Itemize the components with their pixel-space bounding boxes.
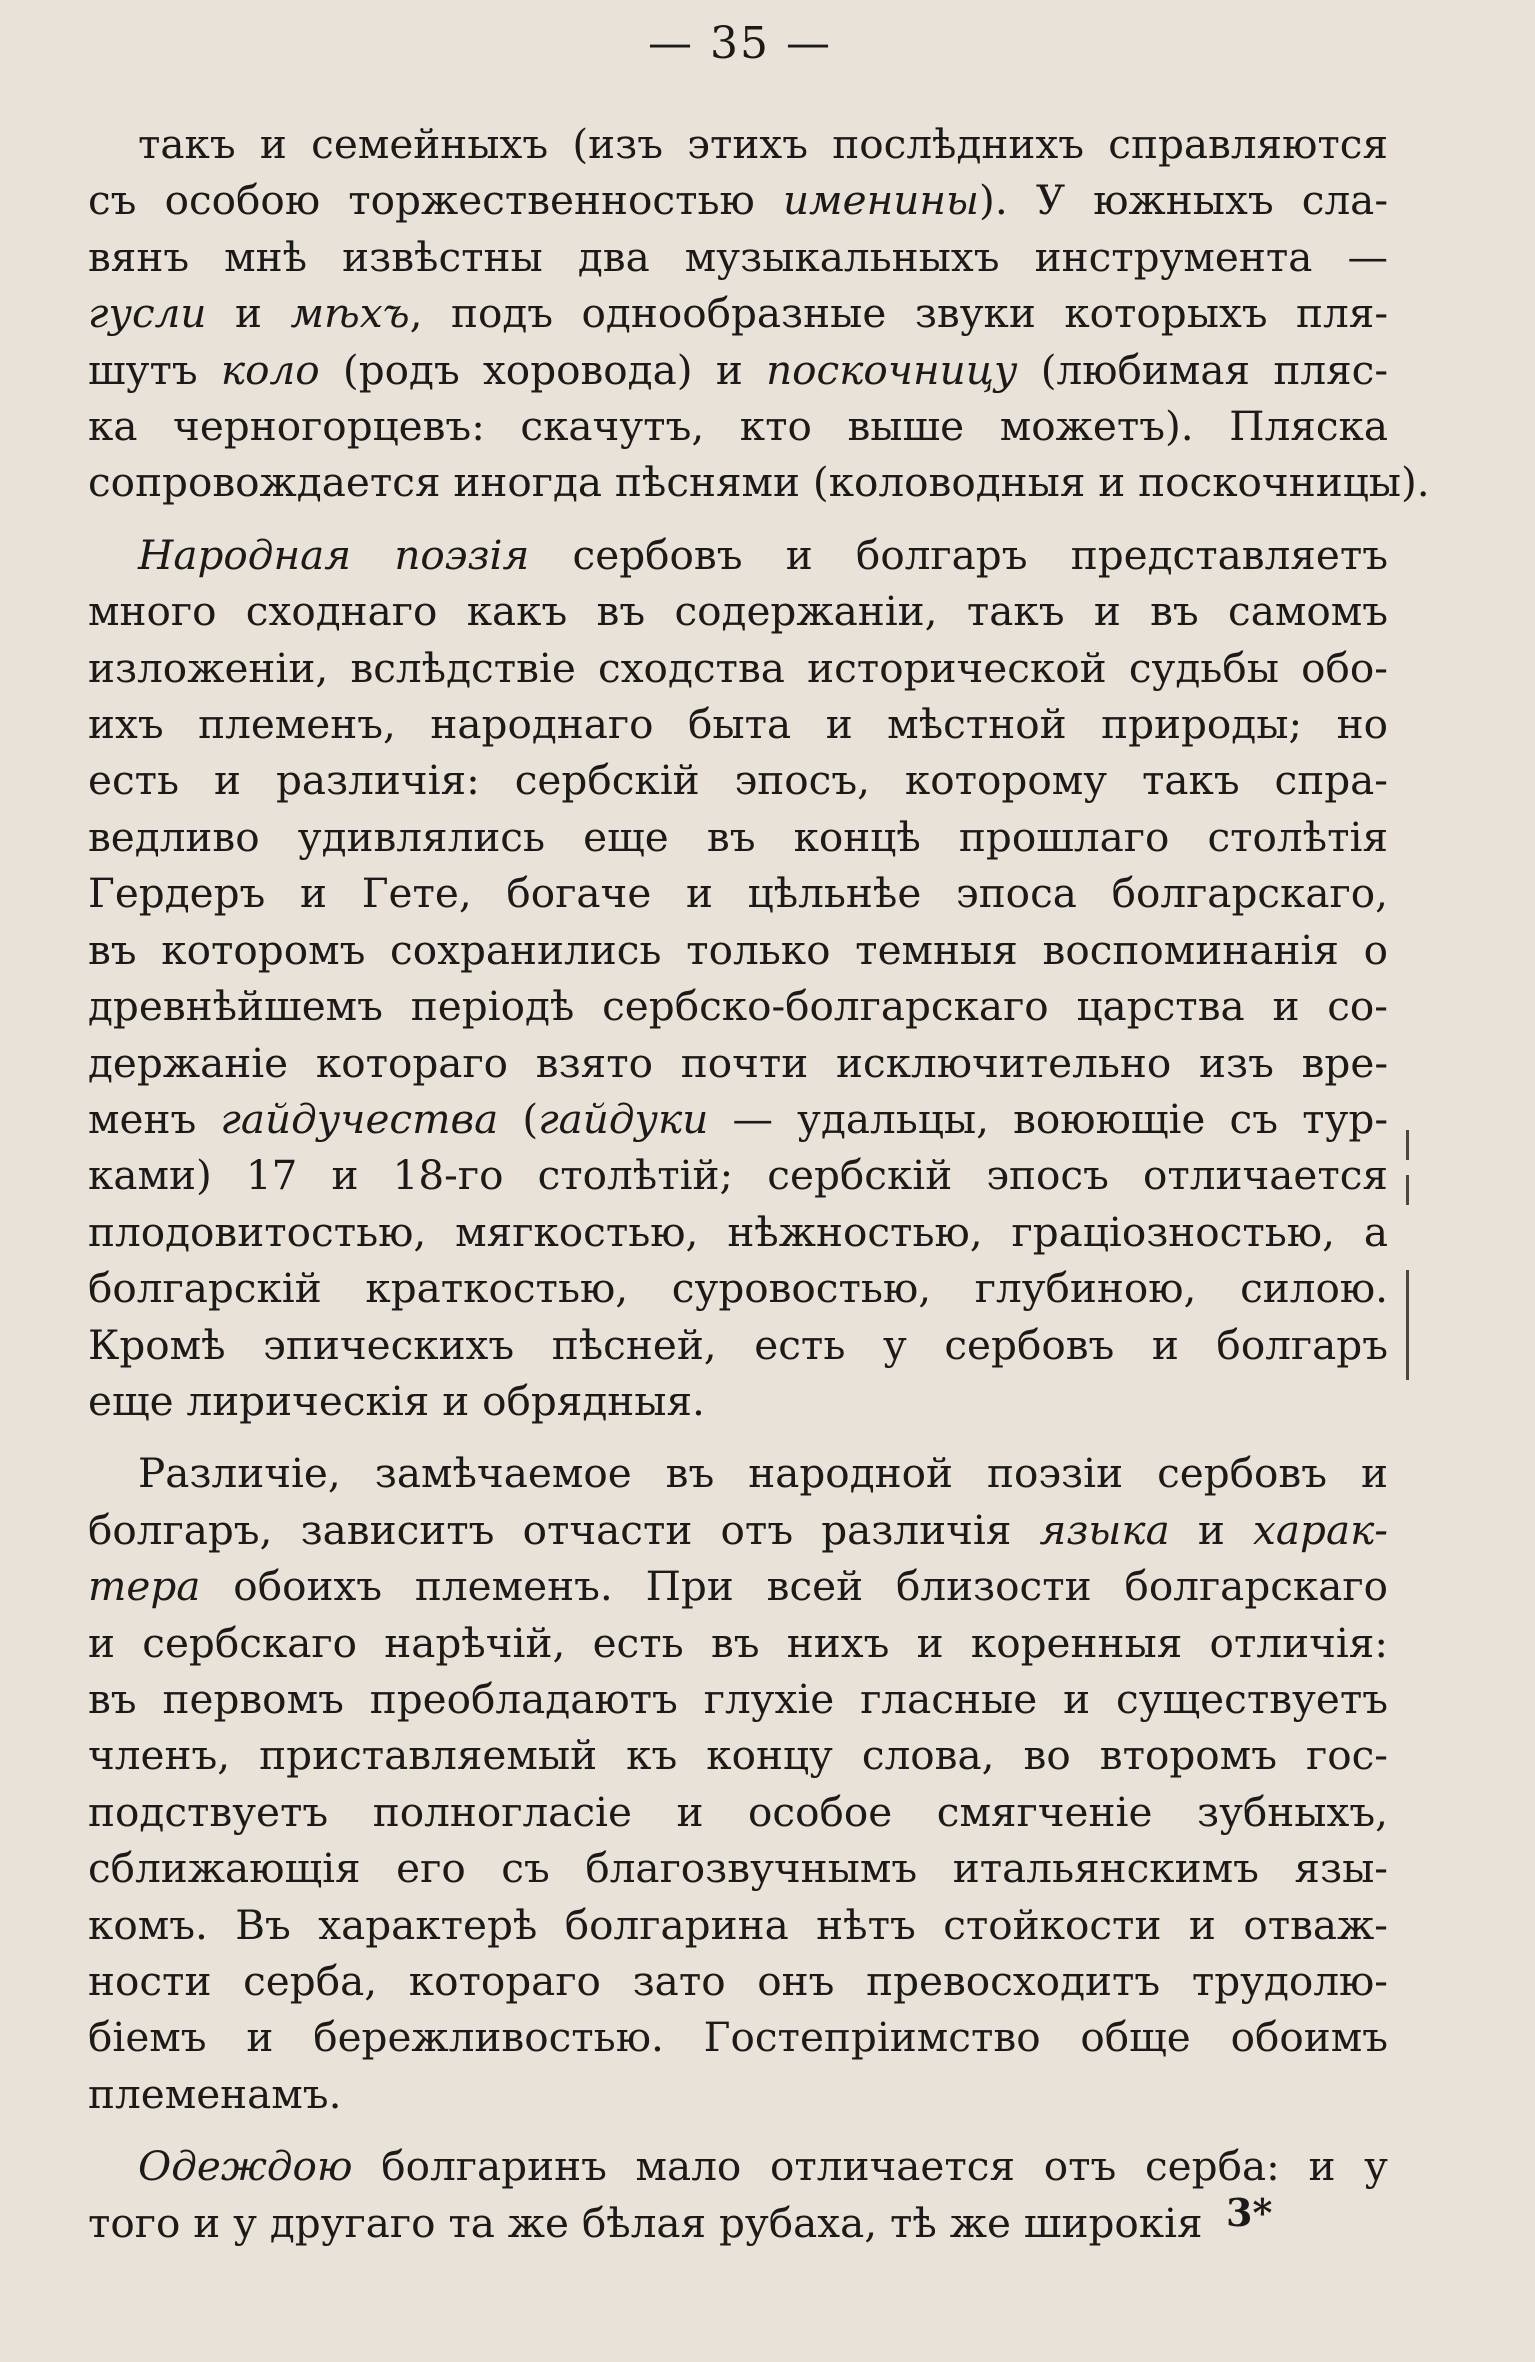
- text-segment: племенамъ.: [88, 2069, 342, 2118]
- text-segment: ками) 17 и 18-го столѣтій; сербскій эпосъ отличается: [88, 1151, 1388, 1200]
- text-line: [88, 865, 1388, 921]
- signature-mark: 3*: [1226, 2190, 1273, 2235]
- text-segment: подствуетъ полногласіе и особое смягченіе зубныхъ,: [88, 1787, 1388, 1836]
- text-line: [88, 2066, 1388, 2122]
- text-line: [88, 1727, 1388, 1783]
- text-segment: въ которомъ сохранились только темныя воспоминанія о: [88, 925, 1388, 974]
- italic-term: Народная поэзія: [138, 530, 530, 579]
- text-segment: біемъ и бережливостью. Гостепріимство обще обоимъ: [88, 2013, 1388, 2062]
- text-segment: вянъ мнѣ извѣстны два музыкальныхъ инструмента —: [88, 232, 1388, 281]
- body-text: [88, 116, 1430, 2251]
- text-segment: держаніе котораго взято почти исключительно изъ вре-: [88, 1038, 1388, 1087]
- text-line: [88, 922, 1388, 978]
- text-line: [88, 1035, 1388, 1091]
- text-segment: (любимая пляс-: [1017, 345, 1388, 394]
- text-segment: комъ. Въ характерѣ болгарина нѣтъ стойкости и отваж-: [88, 1900, 1388, 1949]
- text-line: [88, 285, 1388, 341]
- text-segment: ихъ племенъ, народнаго быта и мѣстной природы; но: [88, 700, 1388, 749]
- text-line: [88, 978, 1388, 1034]
- text-segment: , подъ однообразные звуки которыхъ пля-: [409, 289, 1389, 338]
- text-line: [88, 172, 1388, 228]
- text-segment: сербовъ и болгаръ представляетъ: [529, 530, 1388, 579]
- text-line: [88, 1260, 1388, 1316]
- paragraph-gap: [88, 1429, 1388, 1445]
- text-segment: такъ и семейныхъ (изъ этихъ послѣднихъ справляются: [138, 120, 1388, 168]
- paragraph: [88, 2138, 1388, 2251]
- text-line: [88, 1953, 1388, 2009]
- italic-term: языка: [1039, 1505, 1170, 1554]
- text-segment: болгарскій краткостью, суровостью, глубиною, силою.: [88, 1264, 1388, 1313]
- text-segment: изложеніи, вслѣдствіе сходства исторической судьбы обо-: [88, 643, 1388, 692]
- text-line: [88, 1784, 1388, 1840]
- text-segment: и: [1169, 1505, 1254, 1554]
- italic-term: тера: [88, 1562, 201, 1611]
- text-line: [88, 1147, 1388, 1203]
- italic-term: Одеждою: [138, 2142, 353, 2191]
- text-line: [88, 1204, 1388, 1260]
- text-segment: въ первомъ преобладаютъ глухіе гласные и существуетъ: [88, 1674, 1388, 1723]
- text-segment: плодовитостью, мягкостью, нѣжностью, граціозностью, а: [88, 1207, 1388, 1256]
- text-line: [88, 1615, 1388, 1671]
- paragraph: [88, 1445, 1388, 2122]
- text-segment: (: [498, 1094, 539, 1143]
- text-line: [88, 1671, 1388, 1727]
- text-line: [88, 1373, 1388, 1429]
- text-line: [88, 342, 1388, 398]
- paragraph: [88, 527, 1388, 1430]
- text-line: [88, 809, 1388, 865]
- text-segment: и сербскаго нарѣчій, есть въ нихъ и коренныя отличія:: [88, 1618, 1388, 1667]
- italic-term: поскочницу: [766, 345, 1018, 394]
- text-line: [88, 1558, 1388, 1614]
- text-segment: ). У южныхъ сла-: [979, 176, 1389, 225]
- text-segment: много сходнаго какъ въ содержаніи, такъ и въ самомъ: [88, 587, 1388, 636]
- margin-mark: [1406, 1175, 1409, 1205]
- text-line: [88, 640, 1388, 696]
- text-segment: и: [206, 289, 291, 338]
- text-segment: сопровождается иногда пѣснями (коловодныя и поскочницы).: [88, 458, 1430, 507]
- paragraph: [88, 116, 1430, 511]
- text-segment: (родъ хоровода) и: [319, 345, 767, 394]
- italic-term: именины: [782, 176, 980, 225]
- text-line: [88, 1445, 1388, 1501]
- paragraph-gap: [88, 511, 1388, 527]
- text-segment: есть и различія: сербскій эпосъ, которому такъ спра-: [88, 756, 1388, 805]
- text-line: [88, 1897, 1388, 1953]
- text-segment: менъ: [88, 1094, 221, 1143]
- text-line: [88, 116, 1388, 172]
- text-line: [88, 398, 1388, 454]
- text-segment: обоихъ племенъ. При всей близости болгарскаго: [200, 1562, 1388, 1611]
- text-line: [88, 1502, 1388, 1558]
- text-line: [88, 1317, 1388, 1373]
- text-line: [88, 229, 1388, 285]
- page-number: — 35 —: [648, 18, 832, 69]
- text-segment: шутъ: [88, 345, 221, 394]
- text-segment: древнѣйшемъ періодѣ сербско-болгарскаго царства и со-: [88, 982, 1388, 1031]
- text-line: [88, 1840, 1388, 1896]
- text-segment: сближающія его съ благозвучнымъ итальянскимъ язы-: [88, 1844, 1388, 1893]
- italic-term: гайдуки: [538, 1094, 709, 1143]
- italic-term: коло: [220, 345, 320, 394]
- text-segment: ка черногорцевъ: скачутъ, кто выше можетъ). Пляска: [88, 402, 1388, 451]
- paragraph-gap: [88, 2122, 1388, 2138]
- text-line: [88, 2138, 1388, 2194]
- italic-term: мѣхъ: [290, 289, 410, 338]
- text-segment: еще лирическія и обрядныя.: [88, 1376, 705, 1425]
- margin-mark: [1406, 1270, 1409, 1380]
- text-line: [88, 2009, 1388, 2065]
- text-line: [88, 1091, 1388, 1147]
- text-segment: болгаръ, зависитъ отчасти отъ различія: [88, 1505, 1040, 1554]
- text-line: [88, 583, 1388, 639]
- text-segment: съ особою торжественностью: [88, 176, 783, 225]
- text-segment: — удальцы, воюющіе съ тур-: [708, 1094, 1389, 1143]
- text-line: [88, 527, 1388, 583]
- text-segment: ности серба, котораго зато онъ превосходитъ трудолю-: [88, 1957, 1388, 2005]
- text-segment: Различіе, замѣчаемое въ народной поэзіи сербовъ и: [138, 1449, 1388, 1498]
- text-line: [88, 2195, 1388, 2251]
- text-segment: того и у другаго та же бѣлая рубаха, тѣ же широкія: [88, 2198, 1203, 2247]
- margin-mark: [1406, 1130, 1409, 1160]
- text-segment: болгаринъ мало отличается отъ серба: и у: [352, 2142, 1388, 2191]
- italic-term: гайдучества: [220, 1094, 499, 1143]
- text-line: [88, 696, 1388, 752]
- text-line: [88, 454, 1430, 510]
- text-line: [88, 752, 1388, 808]
- text-segment: Гердеръ и Гете, богаче и цѣльнѣе эпоса болгарскаго,: [88, 869, 1388, 918]
- italic-term: гусли: [88, 289, 207, 338]
- text-segment: Кромѣ эпическихъ пѣсней, есть у сербовъ и болгаръ: [88, 1320, 1388, 1369]
- italic-term: харак-: [1253, 1505, 1388, 1554]
- text-segment: членъ, приставляемый къ концу слова, во второмъ гос-: [88, 1731, 1388, 1780]
- text-segment: ведливо удивлялись еще въ концѣ прошлаго столѣтія: [88, 812, 1388, 861]
